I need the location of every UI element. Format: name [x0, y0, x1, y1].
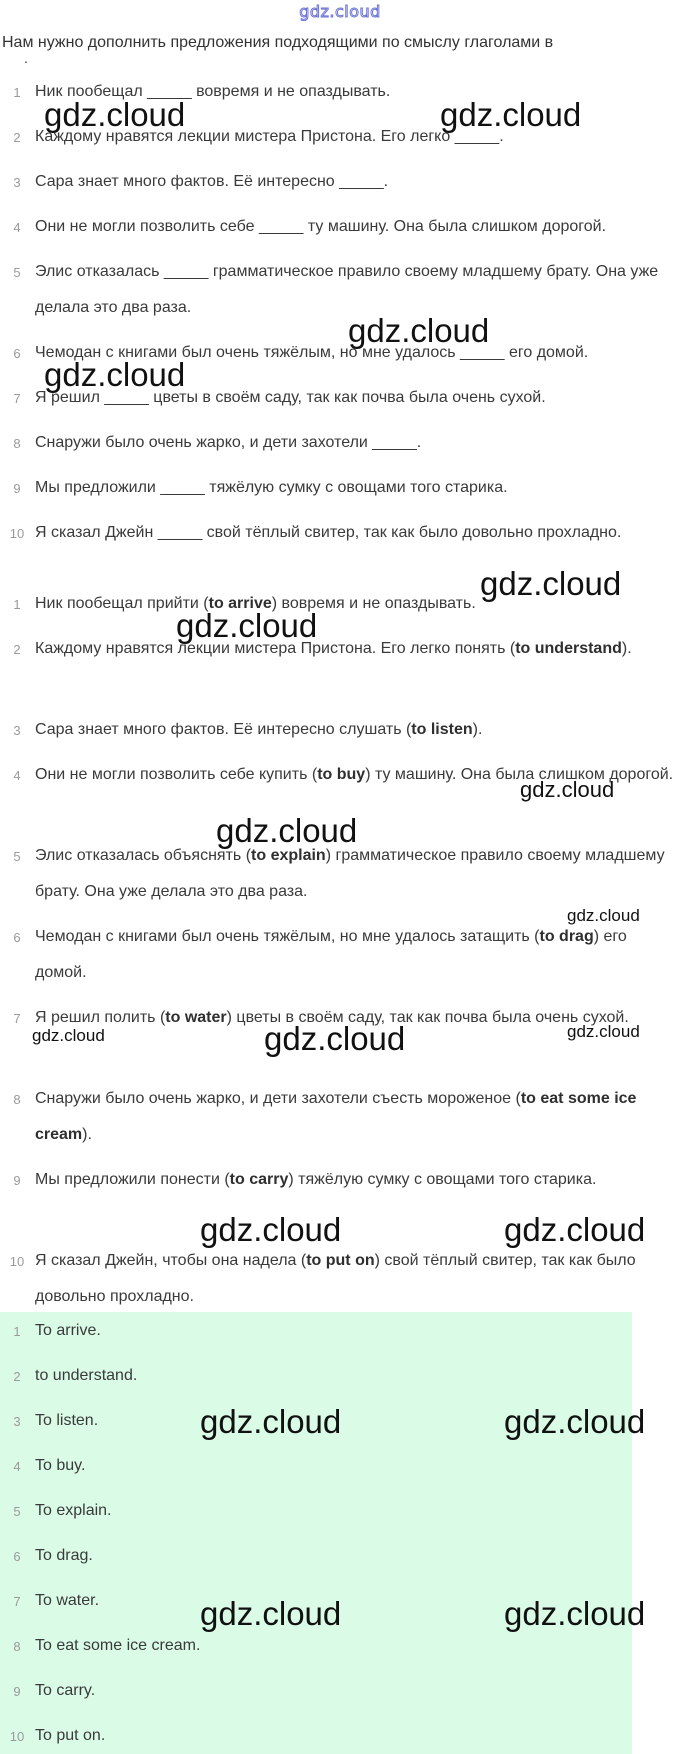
item-number: 2 — [13, 642, 21, 657]
item-text: Ник пообещал _____ вовремя и не опаздывать. — [35, 83, 391, 100]
item-number: 3 — [13, 1414, 21, 1429]
watermark: gdz.cloud — [567, 906, 640, 925]
item-text: Я решил _____ цветы в своём саду, так как почва была очень сухой. — [35, 389, 546, 406]
watermark: gdz.cloud — [504, 1595, 646, 1632]
answer-verb: to water — [165, 1009, 227, 1026]
watermark: gdz.cloud — [567, 1022, 640, 1041]
item-text: Мы предложили _____ тяжёлую сумку с овощами того старика. — [35, 479, 508, 496]
item-text: Элис отказалась _____ грамматическое правило своему младшему брату. Она уже делала это два раза. — [35, 263, 659, 316]
answer-verb: to explain — [251, 847, 326, 864]
item-number: 9 — [13, 481, 21, 496]
item-number: 9 — [13, 1684, 21, 1699]
item-text: Я решил полить (to water) цветы в своём саду, так как почва была очень сухой. — [35, 1009, 629, 1026]
item-text: Ник пообещал прийти (to arrive) вовремя и не опаздывать. — [35, 595, 476, 612]
watermark: gdz.cloud — [216, 812, 358, 849]
answer-text: To arrive. — [35, 1322, 101, 1339]
watermark: gdz.cloud — [32, 1026, 105, 1045]
item-number: 10 — [9, 1729, 25, 1744]
watermark: gdz.cloud — [44, 96, 186, 133]
item-text: Чемодан с книгами был очень тяжёлым, но мне удалось _____ его домой. — [35, 344, 589, 361]
intro-dot: . — [24, 50, 28, 66]
item-number: 6 — [13, 1549, 21, 1564]
item-number: 8 — [13, 1092, 21, 1107]
item-number: 3 — [13, 723, 21, 738]
answer-text: To explain. — [35, 1502, 112, 1519]
item-text: Они не могли позволить себе купить (to buy) ту машину. Она была слишком дорогой. — [35, 766, 674, 783]
answer-verb: to carry — [229, 1171, 289, 1188]
watermark: gdz.cloud — [264, 1020, 406, 1057]
item-text: Они не могли позволить себе _____ ту машину. Она была слишком дорогой. — [35, 218, 607, 235]
item-text: Снаружи было очень жарко, и дети захотели _____. — [35, 434, 422, 451]
item-number: 5 — [13, 265, 21, 280]
item-number: 7 — [13, 391, 21, 406]
item-text: Мы предложили понести (to carry) тяжёлую сумку с овощами того старика. — [35, 1171, 597, 1188]
watermark: gdz.cloud — [348, 312, 490, 349]
answer-verb: to eat some ice cream — [35, 1090, 637, 1143]
item-text: Я сказал Джейн _____ свой тёплый свитер, так как было довольно прохладно. — [35, 524, 622, 541]
site-logo[interactable]: gdz.cloud — [299, 2, 381, 21]
item-text: Сара знает много фактов. Её интересно _____. — [35, 173, 389, 190]
answer-verb: to drag — [539, 928, 594, 945]
watermark: gdz.cloud — [200, 1403, 342, 1440]
answer-verb: to put on — [306, 1252, 375, 1269]
item-text: Элис отказалась объяснять (to explain) грамматическое правило своему младшему брату. Она уже делала это два раза. — [35, 847, 665, 900]
watermark: gdz.cloud — [480, 565, 622, 602]
answer-text: To listen. — [35, 1412, 99, 1429]
item-number: 10 — [9, 526, 25, 541]
watermark: gdz.cloud — [44, 356, 186, 393]
item-text: Я сказал Джейн, чтобы она надела (to put on) свой тёплый свитер, так как было довольно прохладно. — [35, 1252, 636, 1305]
item-number: 4 — [13, 1459, 21, 1474]
item-text: Каждому нравятся лекции мистера Пристона. Его легко _____. — [35, 128, 504, 145]
item-number: 1 — [13, 1324, 21, 1339]
answer-verb: to understand — [515, 640, 622, 657]
watermark: gdz.cloud — [504, 1403, 646, 1440]
item-number: 1 — [13, 597, 21, 612]
answer-text: To buy. — [35, 1457, 86, 1474]
item-number: 10 — [9, 1254, 25, 1269]
answer-text: To water. — [35, 1592, 100, 1609]
item-number: 8 — [13, 436, 21, 451]
watermark: gdz.cloud — [520, 777, 615, 802]
watermark: gdz.cloud — [200, 1211, 342, 1248]
item-text: Снаружи было очень жарко, и дети захотели съесть мороженое (to eat some ice cream). — [35, 1090, 637, 1143]
item-number: 4 — [13, 768, 21, 783]
item-number: 7 — [13, 1011, 21, 1026]
watermark: gdz.cloud — [200, 1595, 342, 1632]
item-number: 2 — [13, 1369, 21, 1384]
watermark: gdz.cloud — [176, 607, 318, 644]
item-number: 4 — [13, 220, 21, 235]
item-number: 5 — [13, 1504, 21, 1519]
answer-verb: to buy — [317, 766, 366, 783]
item-number: 5 — [13, 849, 21, 864]
watermark: gdz.cloud — [504, 1211, 646, 1248]
answer-text: To drag. — [35, 1547, 93, 1564]
item-number: 2 — [13, 130, 21, 145]
answer-verb: to arrive — [208, 595, 272, 612]
item-number: 3 — [13, 175, 21, 190]
task-intro: Нам нужно дополнить предложения подходящими по смыслу глаголами в — [2, 34, 554, 51]
answer-verb: to listen — [411, 721, 473, 738]
item-number: 7 — [13, 1594, 21, 1609]
answer-text: to understand. — [35, 1367, 138, 1384]
item-text: Чемодан с книгами был очень тяжёлым, но мне удалось затащить (to drag) его домой. — [35, 928, 627, 981]
item-number: 1 — [13, 85, 21, 100]
item-number: 9 — [13, 1173, 21, 1188]
item-text: Каждому нравятся лекции мистера Пристона. Его легко понять (to understand). — [35, 640, 632, 657]
item-number: 6 — [13, 346, 21, 361]
answer-text: To eat some ice cream. — [35, 1637, 201, 1654]
item-number: 8 — [13, 1639, 21, 1654]
item-number: 6 — [13, 930, 21, 945]
item-text: Сара знает много фактов. Её интересно слушать (to listen). — [35, 721, 483, 738]
answer-text: To put on. — [35, 1727, 106, 1744]
answer-text: To carry. — [35, 1682, 96, 1699]
watermark: gdz.cloud — [440, 96, 582, 133]
